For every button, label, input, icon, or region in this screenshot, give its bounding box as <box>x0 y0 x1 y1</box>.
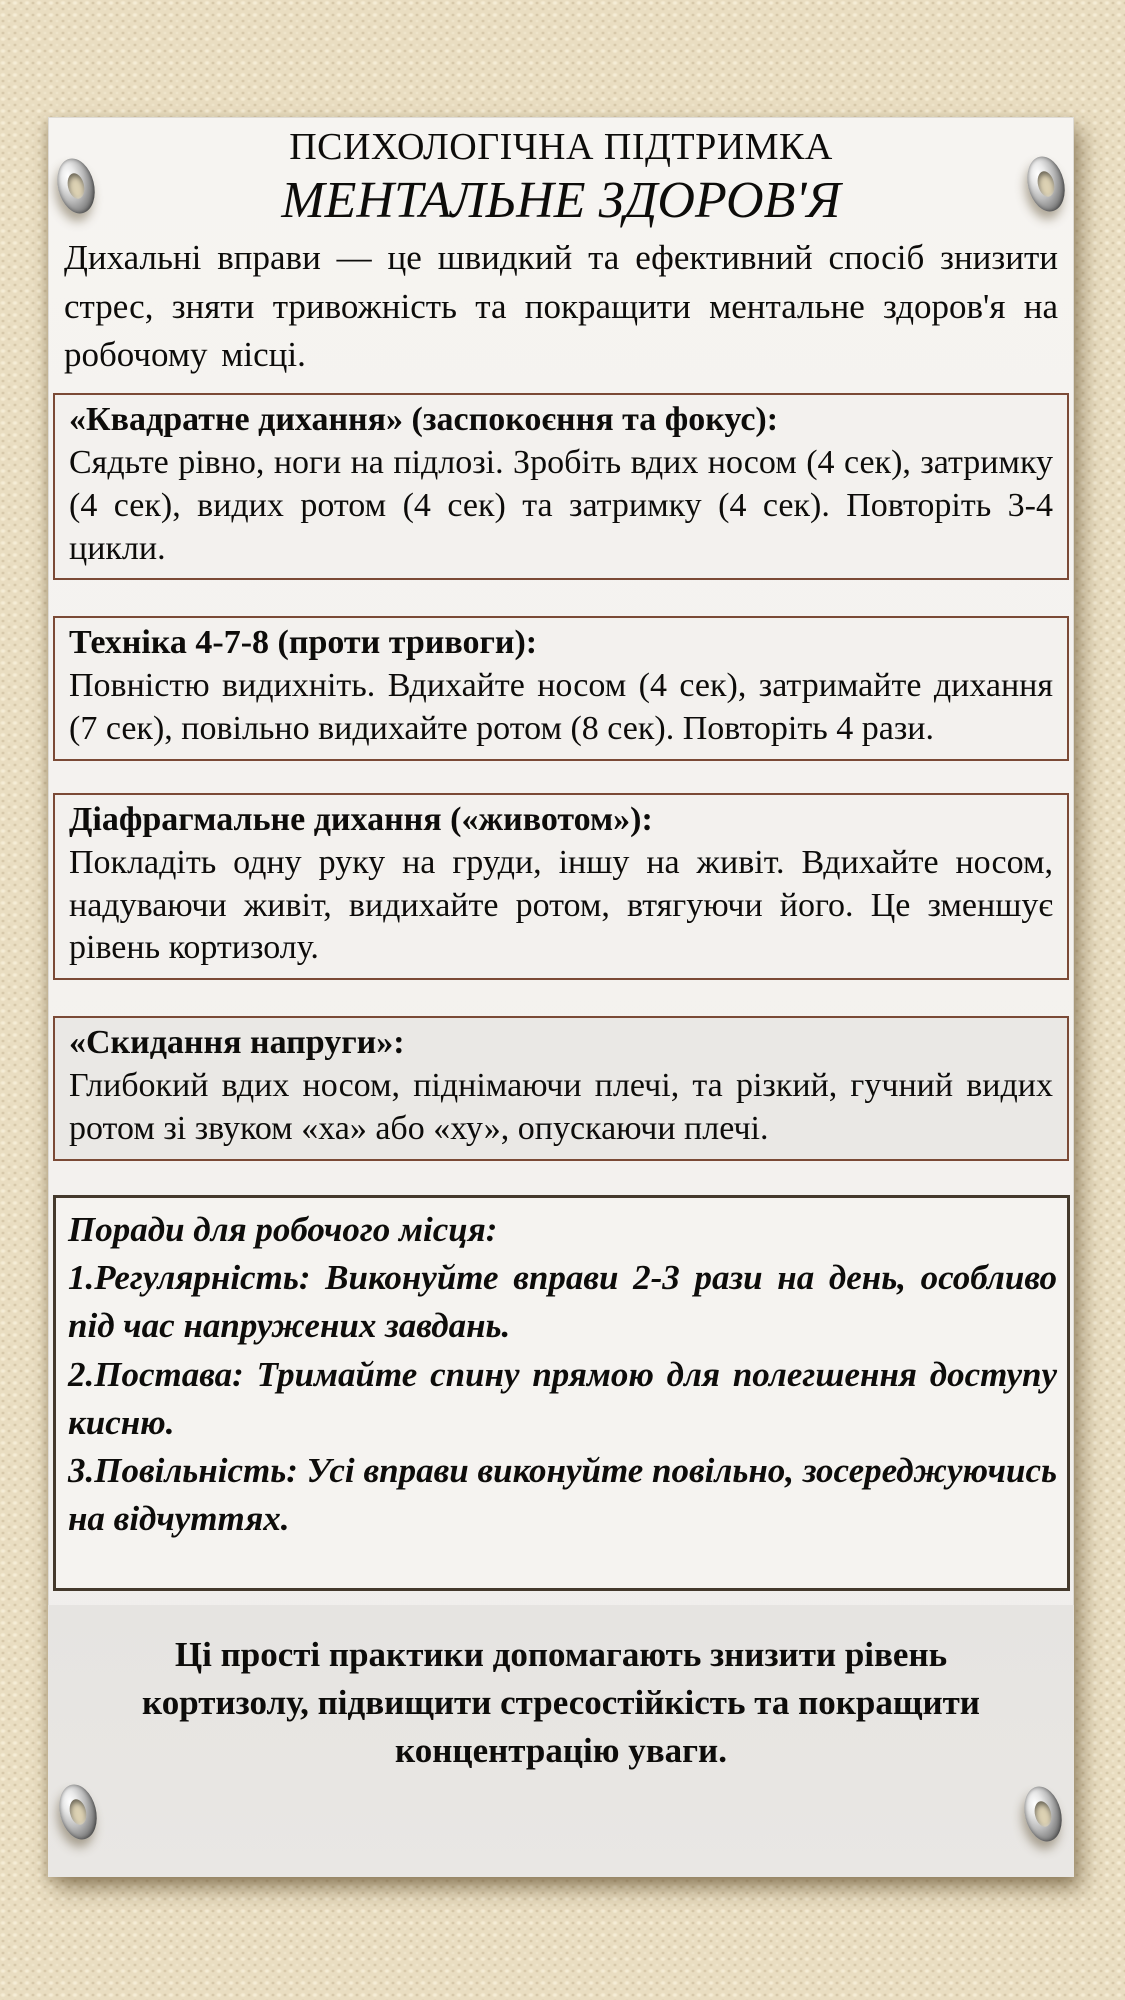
exercise-title: «Квадратне дихання» (заспокоєння та фокус): <box>69 401 779 439</box>
exercise-title: Діафрагмальне дихання («животом»): <box>69 800 653 838</box>
conclusion-band <box>48 1605 1074 1877</box>
exercise-box-tension-release <box>53 1016 1069 1160</box>
exercise-body: Глибокий вдих носом, піднімаючи плечі, та різкий, гучний видих ротом зі звуком «ха» або «ху», опускаючи плечі. <box>69 1067 1053 1147</box>
workplace-tips-box <box>53 1195 1070 1591</box>
exercise-title: «Скидання напруги»: <box>69 1024 405 1062</box>
exercise-box-diaphragm-breathing <box>53 793 1069 980</box>
exercise-body: Сядьте рівно, ноги на підлозі. Зробіть вдих носом (4 сек), затримку (4 сек), видих ротом (4 сек) та затримку (4 сек). Повторіть 3-4 цикли. <box>69 443 1053 567</box>
exercise-box-478-technique <box>53 616 1069 760</box>
exercise-box-square-breathing <box>53 393 1069 580</box>
poster-subtitle: МЕНТАЛЬНЕ ЗДОРОВ'Я <box>281 171 841 229</box>
exercise-title: Техніка 4-7-8 (проти тривоги): <box>69 624 538 662</box>
tips-item-regularity: 1.Регулярність: Виконуйте вправи 2-3 рази на день, особливо під час напружених завдань. <box>68 1258 1057 1346</box>
poster-title: ПСИХОЛОГІЧНА ПІДТРИМКА <box>289 126 833 168</box>
exercise-body: Покладіть одну руку на груди, іншу на живіт. Вдихайте носом, надуваючи живіт, видихайте ротом, втягуючи його. Це зменшує рівень кортизолу. <box>69 843 1053 967</box>
exercise-body: Повністю видихніть. Вдихайте носом (4 сек), затримайте дихання (7 сек), повільно видихайте ротом (8 сек). Повторіть 4 рази. <box>69 667 1053 748</box>
poster <box>48 117 1074 1877</box>
intro-paragraph: Дихальні вправи — це швидкий та ефективний спосіб знизити стрес, зняти тривожність та покращити ментальне здоров'я на робочому місці. <box>64 238 1058 374</box>
conclusion-text: Ці прості практики допомагають знизити рівень кортизолу, підвищити стресостійкість та покращити концентрацію уваги. <box>142 1634 980 1771</box>
tips-item-posture: 2.Постава: Тримайте спину прямою для полегшення доступу кисню. <box>68 1354 1057 1442</box>
tips-item-slowness: 3.Повільність: Усі вправи виконуйте повільно, зосереджуючись на відчуттях. <box>68 1451 1057 1539</box>
tips-title: Поради для робочого місця: <box>68 1209 498 1249</box>
